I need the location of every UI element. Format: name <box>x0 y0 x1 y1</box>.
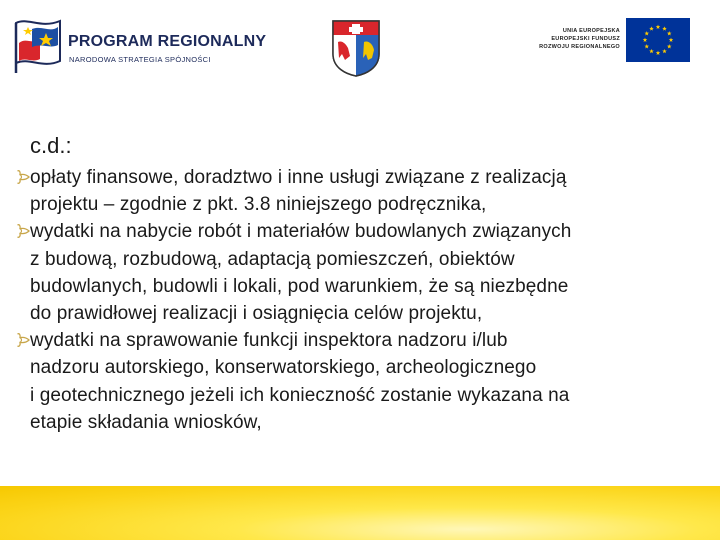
eu-text-line: EUROPEJSKI FUNDUSZ <box>551 36 620 42</box>
bullet-list <box>14 164 714 436</box>
eu-flag-icon <box>626 18 690 62</box>
outline-bullet-icon <box>15 169 31 185</box>
bullet-line: wydatki na nabycie robót i materiałów budowlanych związanych <box>30 221 572 243</box>
bullet-line: z budową, rozbudową, adaptacją pomieszczeń, obiektów <box>30 248 515 270</box>
eu-text-line: ROZWOJU REGIONALNEGO <box>539 44 620 50</box>
outline-bullet-icon <box>15 332 31 348</box>
list-item <box>14 218 714 327</box>
bullet-line: wydatki na sprawowanie funkcji inspektora nadzoru i/lub <box>30 330 508 352</box>
coat-of-arms-icon <box>330 18 382 78</box>
bullet-line: budowlanych, budowli i lokali, pod warunkiem, że są niezbędne <box>30 275 569 297</box>
bullet-line: opłaty finansowe, doradztwo i inne usługi związane z realizacją <box>30 167 567 188</box>
program-subtitle: NARODOWA STRATEGIA SPÓJNOŚCI <box>69 55 211 64</box>
bullet-line: projektu – zgodnie z pkt. 3.8 niniejszego podręcznika, <box>30 194 487 216</box>
bullet-line: i geotechnicznego jeżeli ich konieczność zostanie wykazana na <box>30 384 570 406</box>
eu-fund-label <box>520 27 620 51</box>
bullet-line: nadzoru autorskiego, konserwatorskiego, archeologicznego <box>30 357 537 379</box>
outline-bullet-icon <box>15 223 31 239</box>
bullet-line: etapie składania wniosków, <box>30 411 262 433</box>
list-item <box>14 327 714 436</box>
continuation-heading: c.d.: <box>30 133 72 158</box>
program-title: PROGRAM REGIONALNY <box>68 33 267 50</box>
list-item <box>14 164 714 218</box>
slide-header <box>0 0 720 95</box>
program-flag-icon <box>10 15 66 75</box>
footer-band <box>0 486 720 540</box>
eu-text-line: UNIA EUROPEJSKA <box>562 28 620 34</box>
program-regionalny-logo <box>10 15 267 75</box>
bullet-line: do prawidłowej realizacji i osiągnięcia celów projektu, <box>30 303 483 325</box>
